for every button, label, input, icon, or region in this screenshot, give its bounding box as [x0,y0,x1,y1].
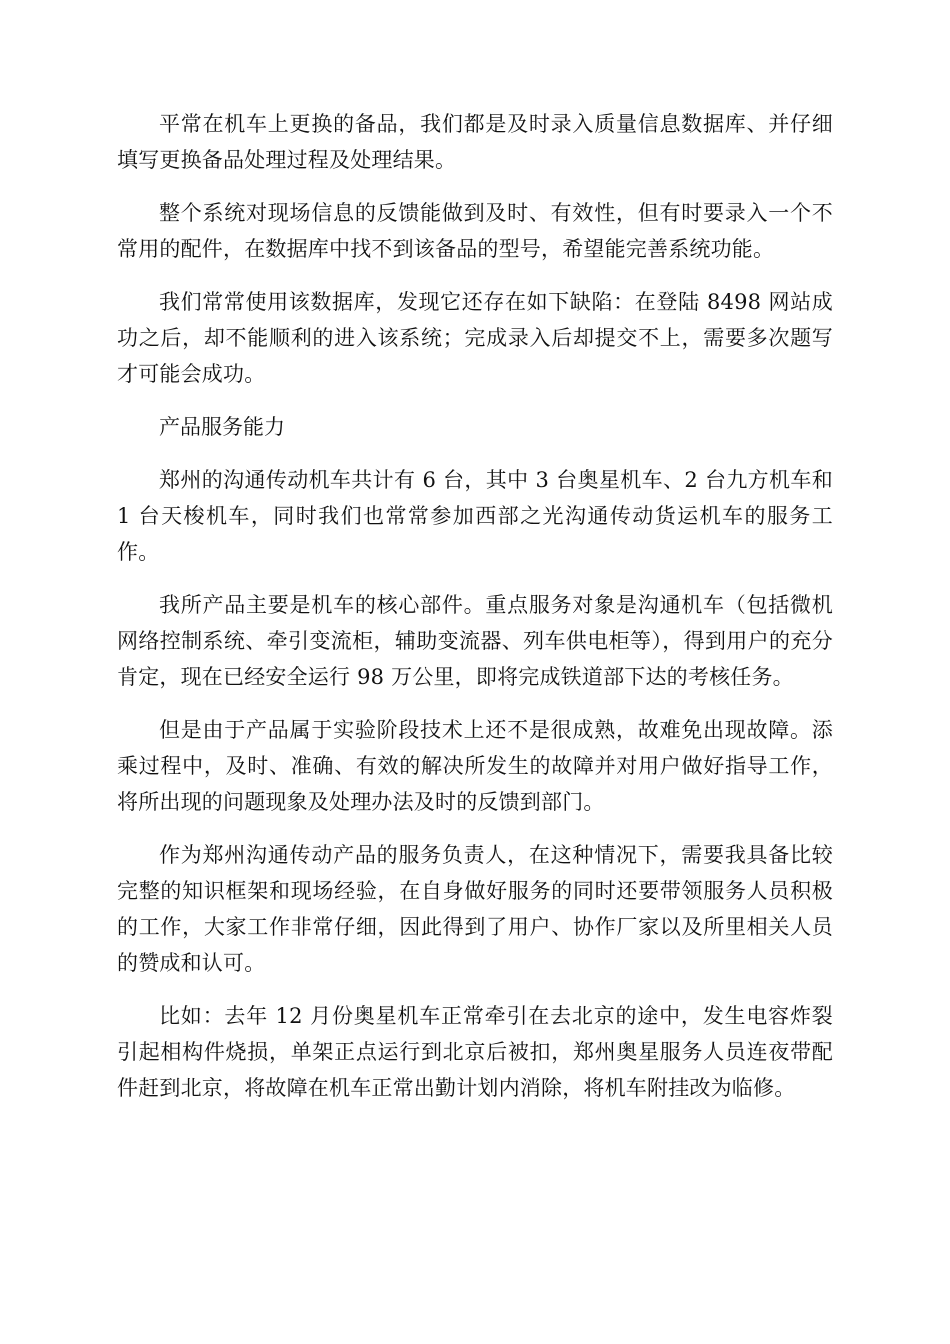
paragraph-example-incident: 比如：去年 12 月份奥星机车正常牵引在去北京的途中，发生电容炸裂引起相构件烧损，单架正点运行到北京后被扣，郑州奥星服务人员连夜带配件赶到北京，将故障在机车正常出勤计划内消除，将机车附挂改为临修。 [117,1004,833,1100]
paragraph-system-feedback: 整个系统对现场信息的反馈能做到及时、有效性，但有时要录入一个不常用的配件，在数据库中找不到该备品的型号，希望能完善系统功能。 [117,201,833,261]
paragraph-service-lead: 作为郑州沟通传动产品的服务负责人，在这种情况下，需要我具备比较完整的知识框架和现场经验，在自身做好服务的同时还要带领服务人员积极的工作，大家工作非常仔细，因此得到了用户、协作厂家以及所里相关人员的赞成和认可。 [117,843,833,975]
paragraph-database-defects: 我们常常使用该数据库，发现它还存在如下缺陷：在登陆 8498 网站成功之后，却不能顺利的进入该系统；完成录入后却提交不上，需要多次题写才可能会成功。 [117,290,833,386]
paragraph-spare-parts-entry: 平常在机车上更换的备品，我们都是及时录入质量信息数据库、并仔细填写更换备品处理过程及处理结果。 [117,112,833,172]
paragraph-core-components: 我所产品主要是机车的核心部件。重点服务对象是沟通机车（包括微机网络控制系统、牵引变流柜，辅助变流器、列车供电柜等），得到用户的充分肯定，现在已经安全运行 98 万公里，即将完成铁道部下达的考核任务。 [117,593,833,689]
paragraph-fault-handling: 但是由于产品属于实验阶段技术上还不是很成熟，故难免出现故障。添乘过程中，及时、准确、有效的解决所发生的故障并对用户做好指导工作，将所出现的问题现象及处理办法及时的反馈到部门。 [117,718,833,814]
section-heading-service-capability: 产品服务能力 [159,415,285,439]
document-body [117,106,833,1123]
paragraph-locomotive-count: 郑州的沟通传动机车共计有 6 台，其中 3 台奥星机车、2 台九方机车和 1 台天梭机车，同时我们也常常参加西部之光沟通传动货运机车的服务工作。 [117,468,833,564]
